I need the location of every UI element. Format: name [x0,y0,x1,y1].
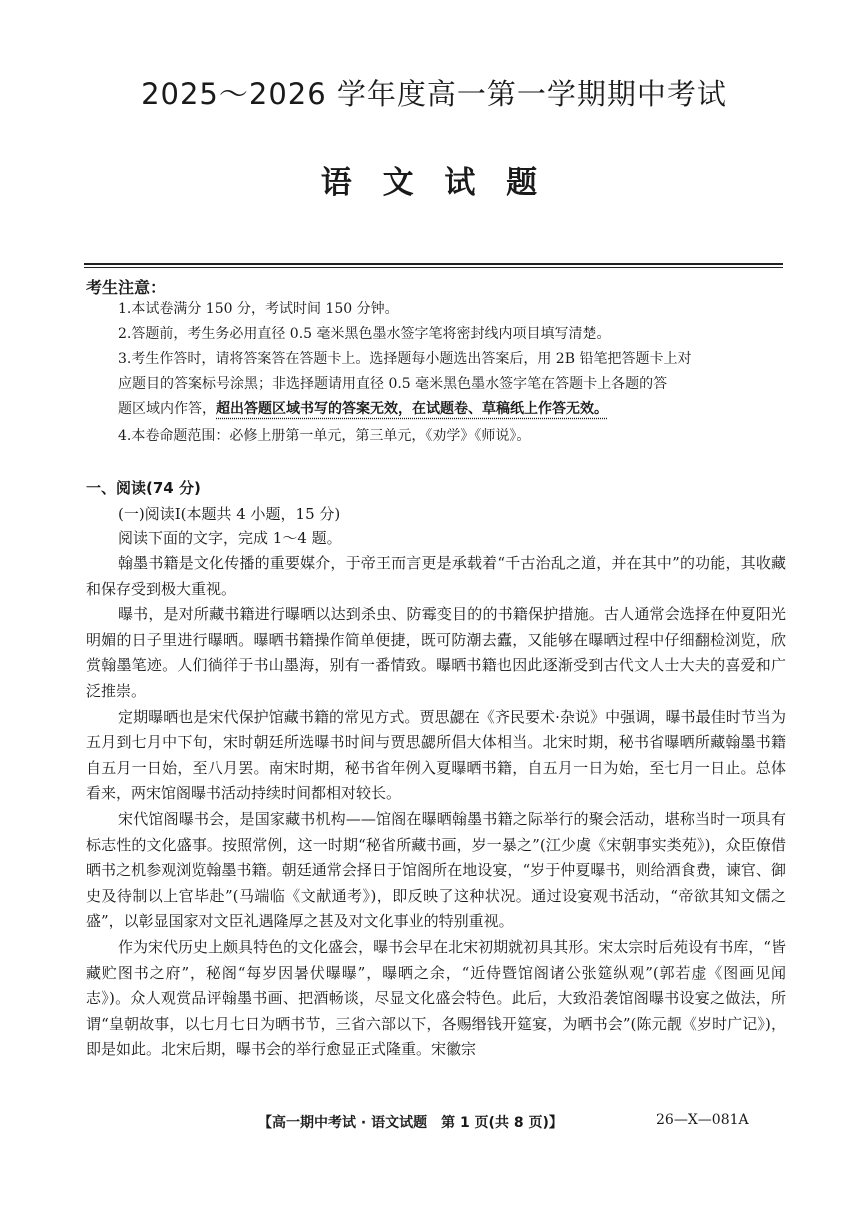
reading-passage [86,551,786,1063]
exam-title: 2025～2026 学年度高一第一学期期中考试 [141,77,727,111]
passage-paragraph: 翰墨书籍是文化传播的重要媒介，于帝王而言更是承载着“千古治乱之道，并在其中”的功能，其收藏和保存受到极大重视。 [86,554,786,598]
notice-item-4: 4.本卷命题范围：必修上册第一单元，第三单元，《劝学》《师说》。 [118,428,531,444]
exam-subtitle: 语 文 试 题 [320,165,548,201]
header-divider-thick [84,263,783,265]
header-divider-thin [84,267,783,268]
notice-item-3-line-2: 应题目的答案标号涂黑；非选择题请用直径 0.5 毫米黑色墨水签字笔在答题卡上各题的答 [118,376,668,392]
notice-item-3-line-1: 3.考生作答时，请将答案答在答题卡上。选择题每小题选出答案后，用 2B 铅笔把答题卡上对 [118,351,692,367]
section-heading: 一、阅读(74 分) [86,479,201,497]
passage-paragraph: 定期曝晒也是宋代保护馆藏书籍的常见方式。贾思勰在《齐民要术·杂说》中强调，曝书最佳时节当为五月到七月中下旬，宋时朝廷所选曝书时间与贾思勰所倡大体相当。北宋时期，秘书省曝晒所藏翰墨书籍自五月一日始，至八月罢。南宋时期，秘书省年例入夏曝晒书籍，自五月一日为始，至七月一日止。总体看来，两宋馆阁曝书活动持续时间都相对较长。 [86,707,786,803]
notice-heading: 考生注意： [86,278,167,297]
section-subheading: (一)阅读Ⅰ(本题共 4 小题，15 分) [118,505,341,523]
page-footer: 【高一期中考试 · 语文试题 第 1 页(共 8 页)】 [258,1115,563,1131]
section-instruction: 阅读下面的文字，完成 1～4 题。 [118,529,342,547]
notice-item-1: 1.本试卷满分 150 分，考试时间 150 分钟。 [118,301,399,317]
passage-paragraph: 宋代馆阁曝书会，是国家藏书机构——馆阁在曝晒翰墨书籍之际举行的聚会活动，堪称当时一项具有标志性的文化盛事。按照常例，这一时期“秘省所藏书画，岁一暴之”(江少虞《宋朝事实类苑》)，众臣僚借晒书之机参观浏览翰墨书籍。朝廷通常会择日于馆阁所在地设宴，“岁于仲夏曝书，则给酒食费，谏官、御史及待制以上官毕赴”(马端临《文献通考》)，即反映了这种状况。通过设宴观书活动，“帝欲其知文儒之盛”，以彰显国家对文臣礼遇隆厚之甚及对文化事业的特别重视。 [86,809,786,931]
passage-paragraph: 曝书，是对所藏书籍进行曝晒以达到杀虫、防霉变目的的书籍保护措施。古人通常会选择在仲夏阳光明媚的日子里进行曝晒。曝晒书籍操作简单便捷，既可防潮去蠹，又能够在曝晒过程中仔细翻检浏览，欣赏翰墨笔迹。人们徜徉于书山墨海，别有一番情致。曝晒书籍也因此逐渐受到古代文人士大夫的喜爱和广泛推崇。 [86,605,786,700]
notice-item-3-text: 题区域内作答， [118,401,216,417]
notice-item-2: 2.答题前，考生务必用直径 0.5 毫米黑色墨水签字笔将密封线内项目填写清楚。 [118,326,611,342]
exam-code: 26—X—081A [656,1112,749,1128]
notice-emphasis: 超出答题区域书写的答案无效，在试题卷、草稿纸上作答无效。 [216,401,608,417]
notice-item-3-line-3 [118,397,766,422]
passage-paragraph: 作为宋代历史上颇具特色的文化盛会，曝书会早在北宋初期就初具其形。宋太宗时后苑设有书库，“皆藏贮图书之府”，秘阁“每岁因暑伏曝曝”，曝晒之余，“近侍暨馆阁诸公张筵纵观”(郭若虚《图画见闻志》)。众人观赏品评翰墨书画、把酒畅谈，尽显文化盛会特色。此后，大致沿袭馆阁曝书设宴之做法，所谓“皇朝故事，以七月七日为晒书节，三省六部以下，各赐缗钱开筵宴，为晒书会”(陈元靓《岁时广记》)，即是如此。北宋后期，曝书会的举行愈显正式隆重。宋徽宗 [86,937,786,1059]
